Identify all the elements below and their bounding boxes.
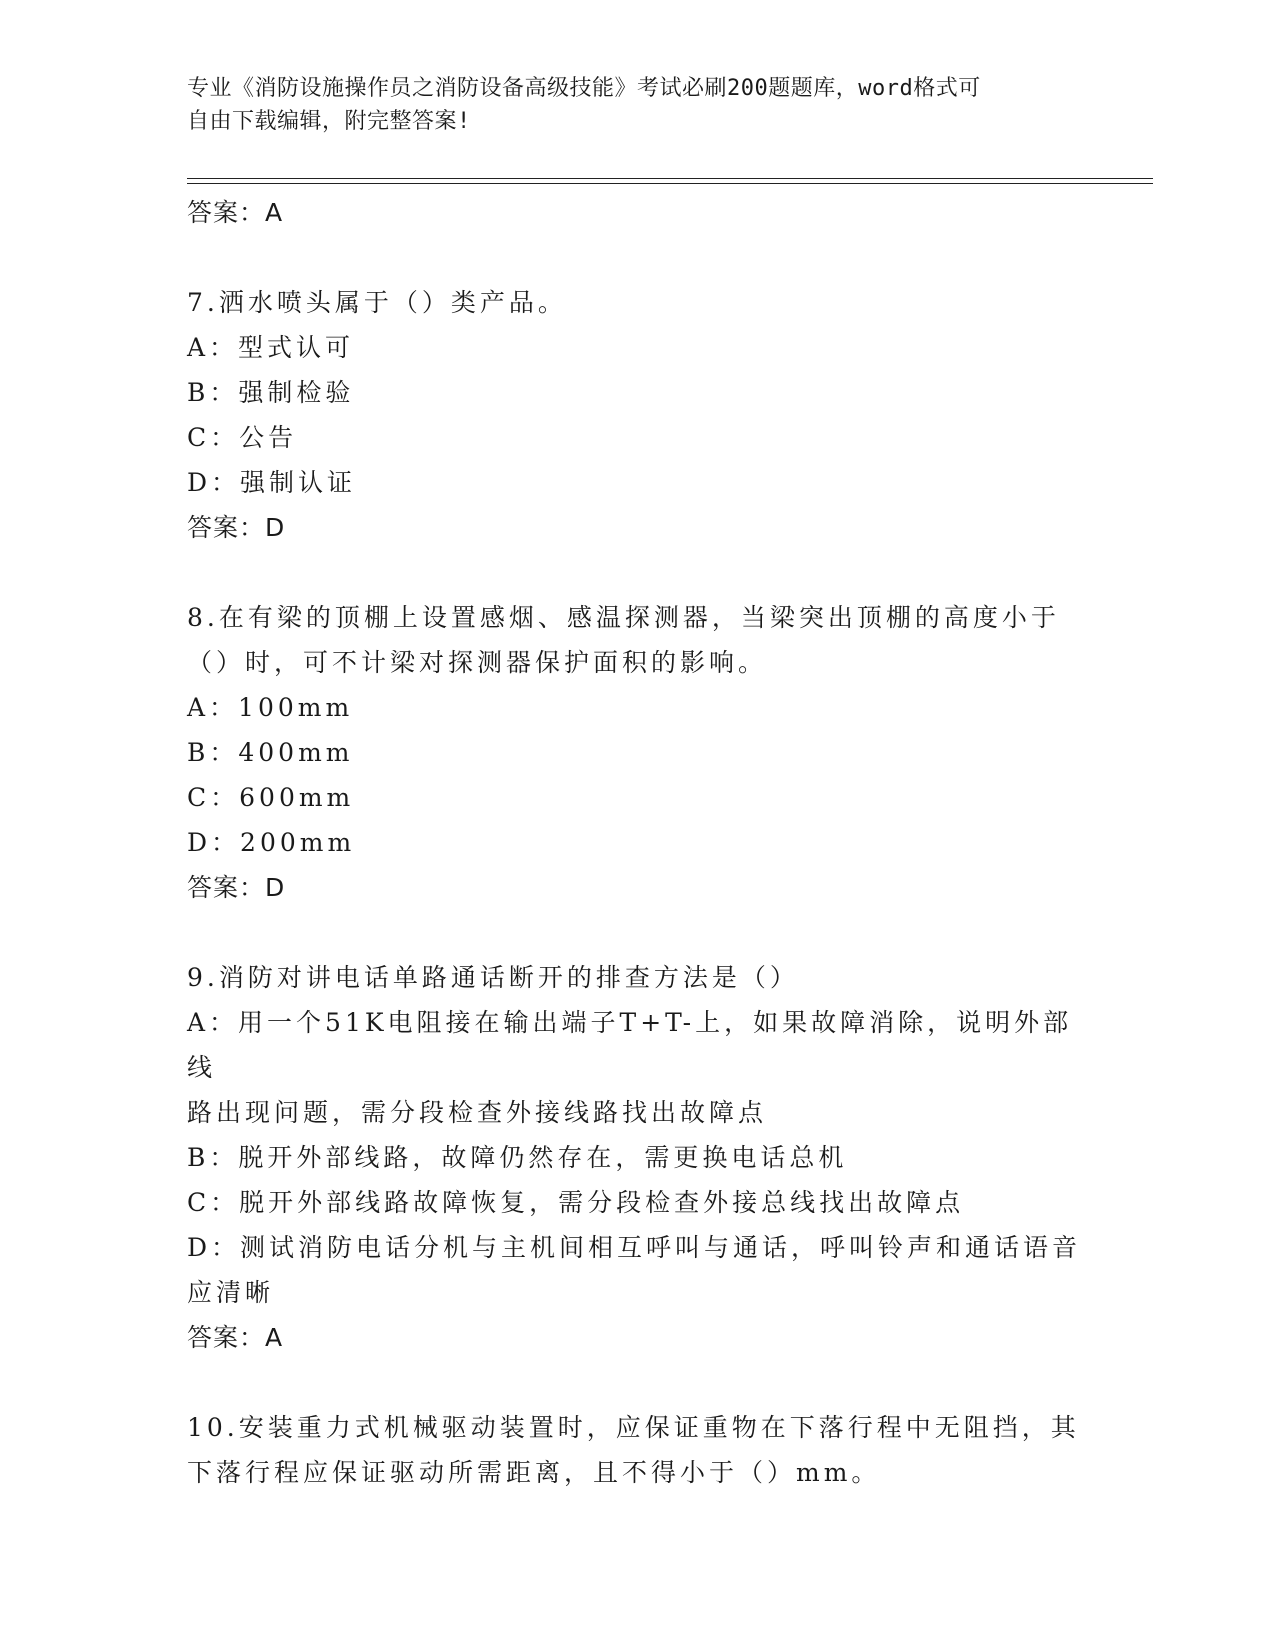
header-line-2: 自由下载编辑，附完整答案! [187,109,471,134]
option-d: D：测试消防电话分机与主机间相互呼叫与通话，呼叫铃声和通话语音 [187,1233,1082,1262]
option-b: B：400mm [187,738,354,767]
question-text: 9.消防对讲电话单路通话断开的排查方法是（） [187,963,799,992]
header-line-1: 专业《消防设施操作员之消防设备高级技能》考试必刷200题题库，word格式可 [187,76,981,101]
option-a: A：用一个51K电阻接在输出端子T+T-上，如果故障消除，说明外部线 [187,1008,1073,1082]
option-d: D：200mm [187,828,356,857]
header-divider [187,178,1153,184]
option-a: A：100mm [187,693,354,722]
document-body [187,190,1087,1495]
option-c: C：600mm [187,783,355,812]
option-d-continued: 应清晰 [187,1278,275,1307]
answer-line: 答案：A [187,1323,284,1352]
option-a-continued: 路出现问题，需分段检查外接线路找出故障点 [187,1098,768,1127]
question-text: （）时，可不计梁对探测器保护面积的影响。 [187,648,768,677]
page-header [187,72,1087,138]
question-text: 7.洒水喷头属于（）类产品。 [187,288,567,317]
question-7 [187,280,1087,550]
question-9 [187,955,1087,1360]
answer-line: 答案：D [187,873,286,902]
answer-line: 答案：D [187,513,286,542]
option-b: B：强制检验 [187,378,355,407]
question-8 [187,595,1087,910]
option-c: C：公告 [187,423,298,452]
answer-line: 答案：A [187,198,284,227]
option-a: A：型式认可 [187,333,355,362]
question-text: 10.安装重力式机械驱动装置时，应保证重物在下落行程中无阻挡，其 [187,1413,1080,1442]
option-c: C：脱开外部线路故障恢复，需分段检查外接总线找出故障点 [187,1188,965,1217]
option-d: D：强制认证 [187,468,357,497]
question-10 [187,1405,1087,1495]
question-text: 下落行程应保证驱动所需距离，且不得小于（）mm。 [187,1458,881,1487]
question-text: 8.在有梁的顶棚上设置感烟、感温探测器，当梁突出顶棚的高度小于 [187,603,1060,632]
option-b: B：脱开外部线路，故障仍然存在，需更换电话总机 [187,1143,848,1172]
